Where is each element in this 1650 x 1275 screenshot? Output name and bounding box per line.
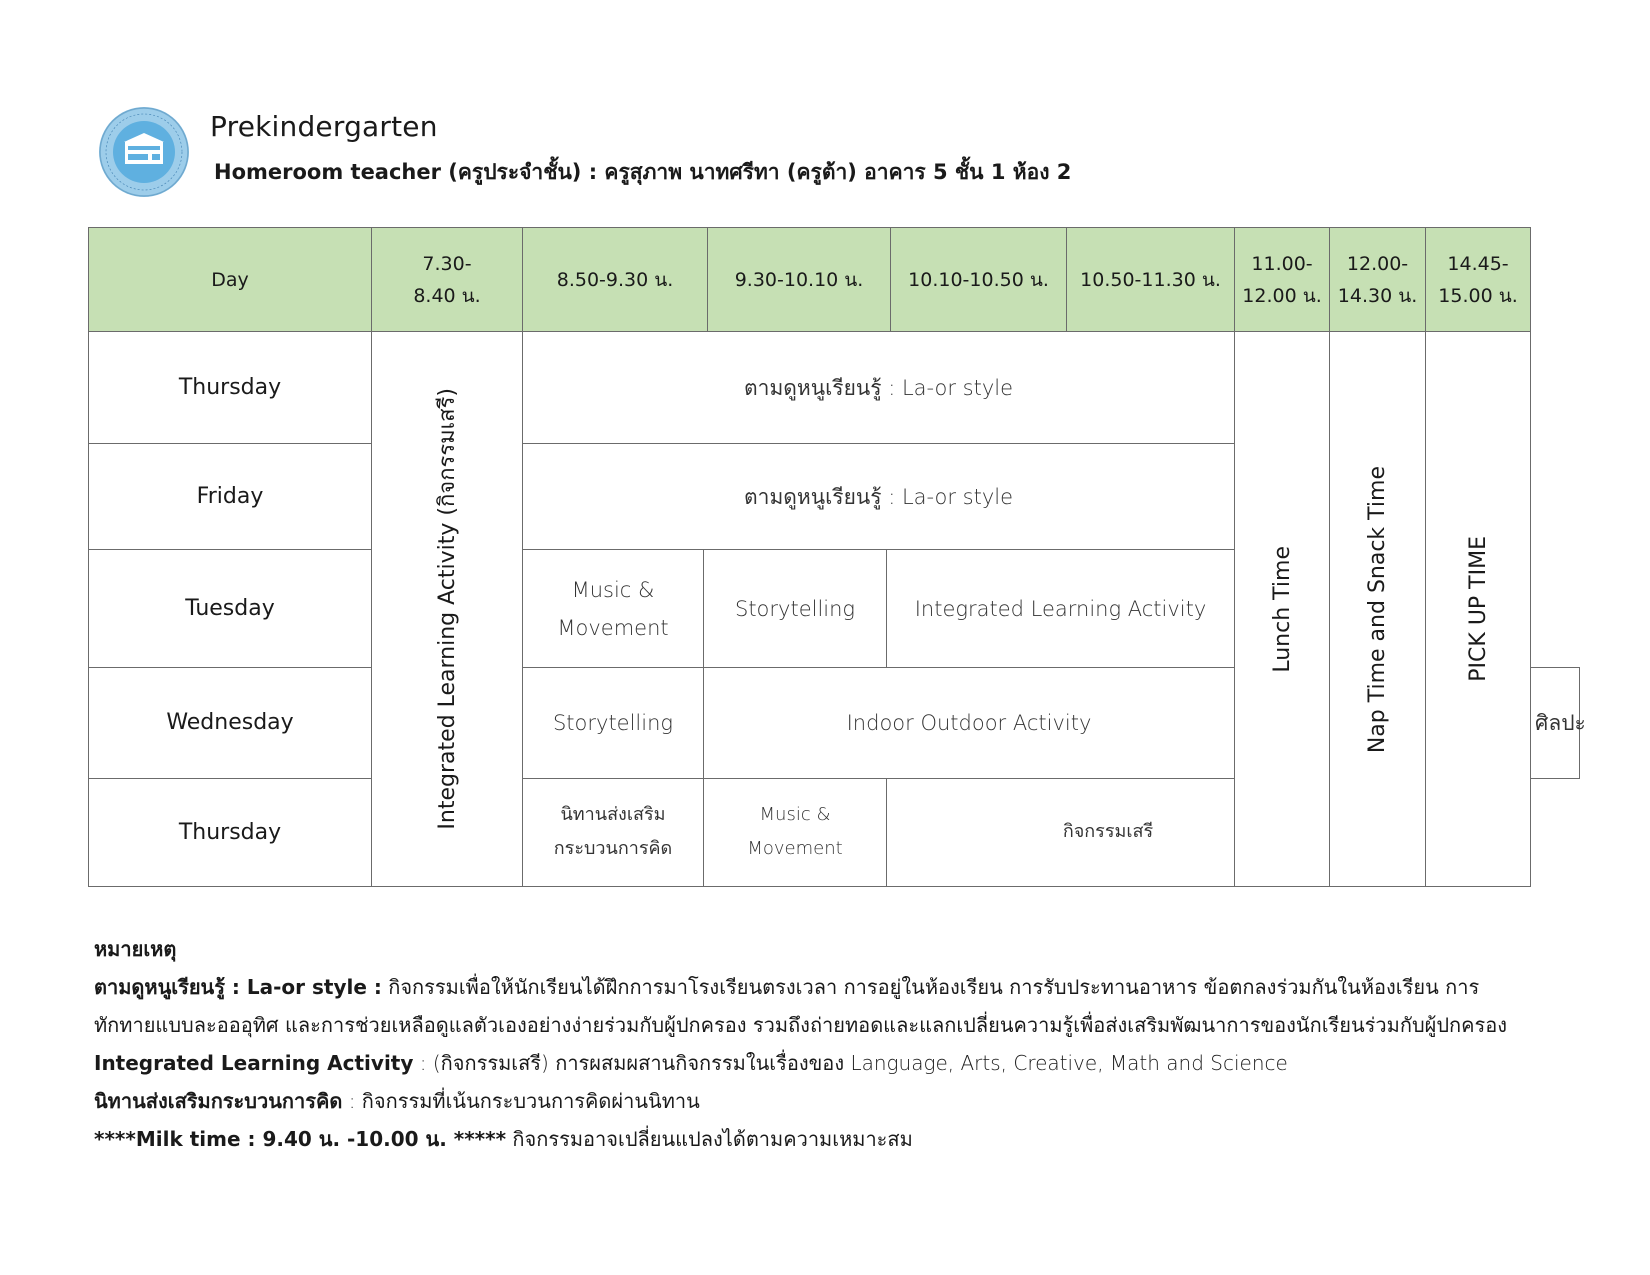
activity-cell: Storytelling xyxy=(704,550,887,668)
day-cell: Thursday xyxy=(89,332,372,444)
activity-line: Movement xyxy=(747,838,843,860)
day-cell: Wednesday xyxy=(89,667,372,778)
pickup-cell xyxy=(1426,332,1531,887)
activity-line: Music & xyxy=(571,577,655,602)
lunch-label: Lunch Time xyxy=(1269,545,1295,673)
activity-cell xyxy=(523,550,704,668)
activity-cell: ตามดูหนูเรียนรู้ : La-or style xyxy=(523,443,1235,549)
header-row xyxy=(89,228,1580,332)
page-title: Prekindergarten xyxy=(210,110,438,143)
note-la-or-style xyxy=(94,968,1594,1006)
note-label: นิทานส่งเสริมกระบวนการคิด xyxy=(94,1089,343,1113)
note-text: ทักทายแบบละอออุทิศ และการช่วยเหลือดูแลตัวเองอย่างง่ายร่วมกับผู้ปกครอง รวมถึงถ่ายทอดและแลกเปลี่ยนความรู้เพื่อส่งเสริมพัฒนาการของนักเรียนร่วมกับผู้ปกครอง xyxy=(94,1013,1508,1037)
note-la-or-style-cont xyxy=(94,1006,1594,1044)
col-day: Day xyxy=(89,228,372,332)
activity-cell: ตามดูหนูเรียนรู้ : La-or style xyxy=(523,332,1235,444)
day-cell: Friday xyxy=(89,443,372,549)
activity-cell: Integrated Learning Activity xyxy=(887,550,1235,668)
activity-cell xyxy=(704,778,887,887)
activity-cell xyxy=(523,778,704,887)
col-time-1050: 10.50-11.30 น. xyxy=(1067,228,1235,332)
morning-activity-label: Integrated Learning Activity (กิจกรรมเสรี) xyxy=(434,388,460,830)
note-text: : (กิจกรรมเสรี) การผสมผสานกิจกรรมในเรื่องของ Language, Arts, Creative, Math and Science xyxy=(413,1051,1288,1075)
note-text: กิจกรรมเพื่อให้นักเรียนได้ฝึกการมาโรงเรียนตรงเวลา การอยู่ในห้องเรียน การรับประทานอาหาร ข้อตกลงร่วมกันในห้องเรียน การ xyxy=(381,975,1480,999)
homeroom-teacher-line: Homeroom teacher (ครูประจำชั้น) : ครูสุภาพ นาทศรีทา (ครูต้า) อาคาร 5 ชั้น 1 ห้อง 2 xyxy=(214,160,1072,184)
notes-section xyxy=(94,930,1594,1158)
timetable xyxy=(88,227,1586,887)
col-time-0930: 9.30-10.10 น. xyxy=(708,228,891,332)
col-time-0730-l1: 7.30- xyxy=(422,252,472,275)
activity-line: นิทานส่งเสริม xyxy=(560,804,666,826)
nap-cell xyxy=(1330,332,1426,887)
col-time-0850: 8.50-9.30 น. xyxy=(523,228,708,332)
note-milk-time xyxy=(94,1120,1594,1158)
nap-label: Nap Time and Snack Time xyxy=(1365,465,1391,753)
col-time-1200-l1: 12.00- xyxy=(1346,252,1409,275)
activity-cell: Storytelling xyxy=(523,667,704,778)
note-text: กิจกรรมอาจเปลี่ยนแปลงได้ตามความเหมาะสม xyxy=(506,1127,913,1151)
col-time-0730 xyxy=(372,228,523,332)
activity-line: กระบวนการคิด xyxy=(553,838,673,860)
day-cell: Tuesday xyxy=(89,550,372,668)
note-label: ****Milk time : 9.40 น. -10.00 น. ***** xyxy=(94,1127,507,1151)
table-row xyxy=(89,332,1580,444)
col-time-1100-l1: 11.00- xyxy=(1251,252,1313,275)
school-logo xyxy=(98,106,190,198)
activity-cell: Indoor Outdoor Activity xyxy=(704,667,1235,778)
activity-cell: ศิลปะ xyxy=(1531,667,1580,778)
note-label: ตามดูหนูเรียนรู้ : La-or style : xyxy=(94,975,382,999)
morning-activity-cell xyxy=(372,332,523,887)
note-label: Integrated Learning Activity xyxy=(94,1051,414,1075)
activity-cell: กิจกรรมเสรี xyxy=(887,778,1330,887)
note-integrated xyxy=(94,1044,1594,1082)
col-time-0730-l2: 8.40 น. xyxy=(413,284,481,307)
col-time-1200-l2: 14.30 น. xyxy=(1337,284,1418,307)
notes-heading: หมายเหตุ xyxy=(94,937,177,961)
col-time-1445-l1: 14.45- xyxy=(1447,252,1509,275)
col-time-1200 xyxy=(1330,228,1426,332)
activity-line: Music & xyxy=(759,804,831,826)
note-text: : กิจกรรมที่เน้นกระบวนการคิดผ่านนิทาน xyxy=(342,1089,700,1113)
note-storytelling xyxy=(94,1082,1594,1120)
col-time-1100-l2: 12.00 น. xyxy=(1242,284,1322,307)
col-time-1445-l2: 15.00 น. xyxy=(1438,284,1518,307)
day-cell: Thursday xyxy=(89,778,372,887)
activity-line: Movement xyxy=(557,615,669,640)
col-time-1010: 10.10-10.50 น. xyxy=(891,228,1067,332)
pickup-label: PICK UP TIME xyxy=(1465,536,1491,682)
col-time-1100 xyxy=(1235,228,1330,332)
col-time-1445 xyxy=(1426,228,1531,332)
